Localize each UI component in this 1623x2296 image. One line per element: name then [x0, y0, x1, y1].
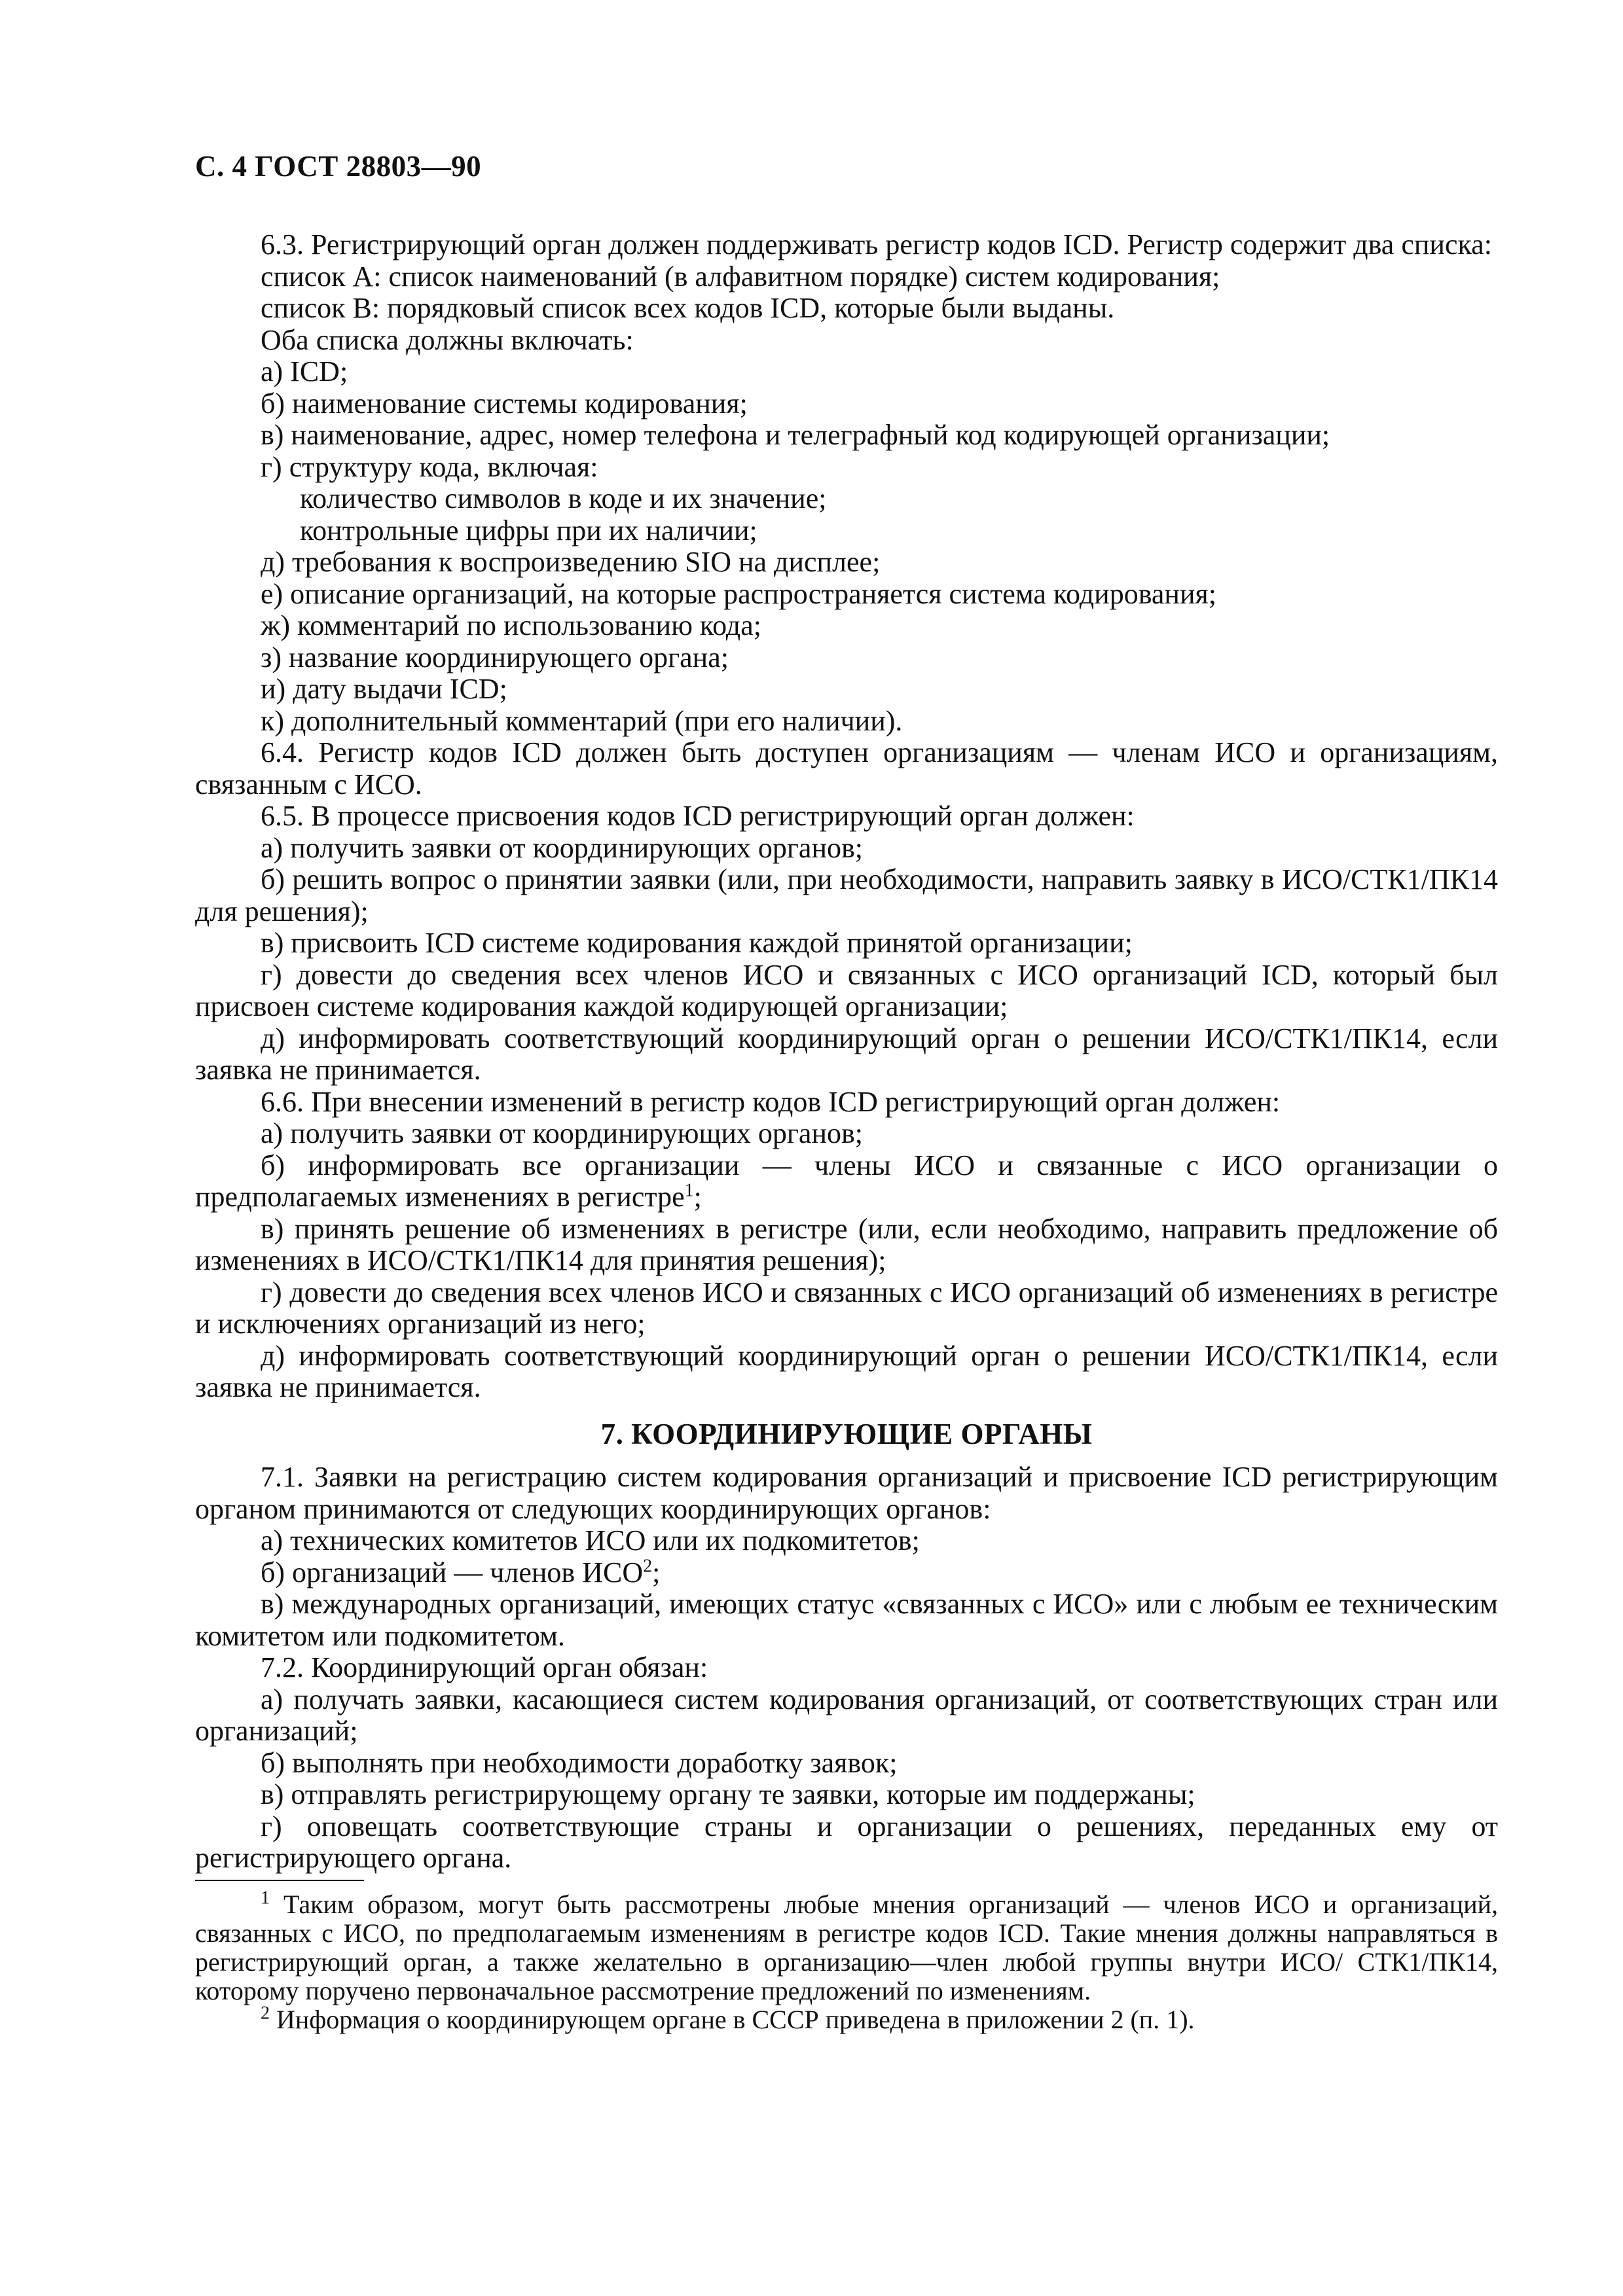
- main-content: [195, 229, 1498, 1874]
- list-item: а) получить заявки от координирующих органов;: [261, 1117, 864, 1149]
- footnote-divider: [195, 1880, 364, 1881]
- list-item: д) требования к воспроизведению SIO на дисплее;: [261, 546, 881, 578]
- list-item: г) структуру кода, включая:: [261, 450, 598, 483]
- footnote-mark: 2: [261, 2003, 270, 2024]
- paragraph-6-5: 6.5. В процессе присвоения кодов ICD регистрирующий орган должен:: [261, 800, 1135, 832]
- list-item: в) международных организаций, имеющих статус «связанных с ИСО» или с любым ее техническим комитетом или подкомитетом.: [195, 1588, 1498, 1652]
- list-item: б) наименование системы кодирования;: [261, 387, 748, 420]
- list-item: б) решить вопрос о принятии заявки (или, при необходимости, направить заявку в ИСО/СТК1/ПК14 для решения);: [195, 863, 1498, 927]
- list-item: е) описание организаций, на которые распространяется система кодирования;: [261, 577, 1216, 610]
- list-item: и) дату выдачи ICD;: [261, 673, 507, 705]
- sub-list-item: количество символов в коде и их значение;: [300, 482, 827, 514]
- list-item: д) информировать соответствующий координирующий орган о решении ИСО/СТК1/ПК14, если заявка не принимается.: [195, 1022, 1498, 1086]
- paragraph-7-2: 7.2. Координирующий орган обязан:: [261, 1651, 708, 1683]
- list-item: г) довести до сведения всех членов ИСО и связанных с ИСО организаций ICD, который был присвоен системе кодирования каждой кодирующей организации;: [195, 958, 1498, 1022]
- list-item: в) наименование, адрес, номер телефона и телеграфный код кодирующей организации;: [261, 419, 1330, 451]
- list-item: в) отправлять регистрирующему органу те заявки, которые им поддержаны;: [261, 1778, 1195, 1810]
- list-item: а) технических комитетов ИСО или их подкомитетов;: [261, 1524, 920, 1556]
- list-item: а) ICD;: [261, 355, 348, 387]
- paragraph-6-6: 6.6. При внесении изменений в регистр кодов ICD регистрирующий орган должен:: [261, 1085, 1281, 1118]
- list-item: г) довести до сведения всех членов ИСО и связанных с ИСО организаций об изменениях в регистре и исключениях организаций из него;: [195, 1276, 1498, 1340]
- list-item-text: б) информировать все организации — члены ИСО и связанные с ИСО организации о предполагаемых изменениях в регистре: [195, 1149, 1498, 1213]
- paragraph-7-1: 7.1. Заявки на регистрацию систем кодирования организаций и присвоение ICD регистрирующим органом принимаются от следующих координирующих органов:: [195, 1461, 1498, 1525]
- section-title: 7. КООРДИНИРУЮЩИЕ ОРГАНЫ: [600, 1417, 1093, 1450]
- footnote-1: [195, 1890, 1498, 2005]
- list-item: в) присвоить ICD системе кодирования каждой принятой организации;: [261, 927, 1133, 959]
- paragraph-6-4: 6.4. Регистр кодов ICD должен быть доступен организациям — членам ИСО и организациям, связанным с ИСО.: [195, 736, 1498, 800]
- list-item: [195, 1150, 1498, 1213]
- list-item: в) принять решение об изменениях в регистре (или, если необходимо, направить предложение об изменениях в ИСО/СТК1/ПК14 для принятия решения);: [195, 1212, 1498, 1276]
- list-item: г) оповещать соответствующие страны и организации о решениях, переданных ему от регистрирующего органа.: [195, 1810, 1498, 1874]
- sub-list-item: контрольные цифры при их наличии;: [300, 514, 757, 547]
- list-item-end: ;: [693, 1181, 702, 1213]
- list-item: ж) комментарий по использованию кода;: [261, 609, 761, 641]
- list-item: б) выполнять при необходимости доработку заявок;: [261, 1746, 898, 1779]
- list-item: [195, 1557, 1498, 1589]
- footnote-text: Информация о координирующем органе в СССР приведена в приложении 2 (п. 1).: [270, 2005, 1195, 2034]
- footnotes: [195, 1880, 1498, 2034]
- list-item-end: ;: [652, 1556, 661, 1588]
- footnote-text: Таким образом, могут быть рассмотрены любые мнения организаций — членов ИСО и организаций, связанных с ИСО, по предполагаемым изменениям в регистре кодов ICD. Такие мнения должны направляться в регистрирующий орган, а также желательно в организацию—член любой группы внутри ИСО/ СТК1/ПК14, которому поручено первоначальное рассмотрение предложений по изменениям.: [195, 1890, 1498, 2005]
- list-a-line: список А: список наименований (в алфавитном порядке) систем кодирования;: [261, 260, 1220, 293]
- paragraph-6-3: 6.3. Регистрирующий орган должен поддерживать регистр кодов ICD. Регистр содержит два списка:: [261, 228, 1492, 260]
- list-item: д) информировать соответствующий координирующий орган о решении ИСО/СТК1/ПК14, если заявка не принимается.: [195, 1339, 1498, 1403]
- list-item: а) получить заявки от координирующих органов;: [261, 831, 864, 864]
- list-item: а) получать заявки, касающиеся систем кодирования организаций, от соответствующих стран или организаций;: [195, 1683, 1498, 1747]
- footnote-ref: 2: [643, 1555, 653, 1576]
- footnote-2: [195, 2005, 1498, 2034]
- list-item: з) название координирующего органа;: [261, 641, 729, 673]
- list-item: к) дополнительный комментарий (при его наличии).: [261, 704, 903, 737]
- page-header: С. 4 ГОСТ 28803—90: [195, 150, 482, 183]
- list-item-text: б) организаций — членов ИСО: [261, 1556, 644, 1588]
- list-b-line: список В: порядковый список всех кодов ICD, которые были выданы.: [261, 292, 1115, 324]
- both-lists-intro: Оба списка должны включать:: [261, 323, 634, 356]
- footnote-mark: 1: [261, 1888, 270, 1909]
- footnote-ref: 1: [684, 1180, 694, 1201]
